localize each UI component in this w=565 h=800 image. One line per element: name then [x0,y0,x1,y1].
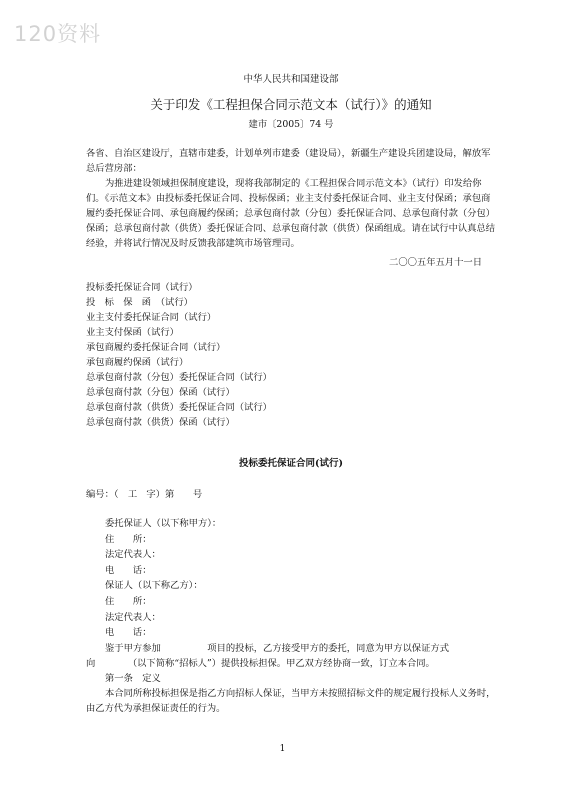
body-line: 本合同所称投标担保是指乙方向招标人保证，当甲方未按照招标文件的规定履行投标人义务时，由乙方代为承担保证责任的行为。 [86,687,496,714]
field-principal: 委托保证人（以下称甲方）： [105,518,222,529]
field-phone: 电 话： [105,627,152,639]
field-address: 住 所： [105,595,152,607]
list-item: 投 标 保 函 （试行） [86,297,193,308]
field-legal-rep: 法定代表人： [105,549,161,561]
field-guarantor: 保证人（以下称乙方）： [105,580,203,592]
doc-number: 建市〔2005〕74 号 [248,119,334,130]
list-item: 业主支付委托保证合同（试行） [86,312,217,323]
issuer: 中华人民共和国建设部 [243,74,339,85]
contract-title: 投标委托保证合同(试行) [239,458,343,469]
document-page [86,72,496,716]
field-phone: 电 话： [105,564,152,576]
contract-code: 编号：（ 工 字）第 号 [86,489,203,500]
list-item: 总承包商付款（供货）保函（试行） [86,417,235,428]
article-heading: 第一条 定义 [105,672,161,684]
field-address: 住 所： [105,533,152,545]
list-item: 承包商履约保函（试行） [86,357,189,368]
list-item: 总承包商付款（分包）委托保证合同（试行） [86,372,272,383]
contract-body [86,641,496,716]
party-fields [86,516,496,641]
field-legal-rep: 法定代表人： [105,611,161,623]
page-number: 1 [279,744,286,754]
watermark-logo: 120资料 [14,22,102,46]
list-item: 承包商履约委托保证合同（试行） [86,342,226,353]
notice-paragraph: 为推进建设领域担保制度建设，现将我部制定的《工程担保合同示范文本》（试行）印发给你们。《示范文本》由投标委托保证合同、投标保函；业主支付委托保证合同、业主支付保函；承包商履约委托保证合同、承包商履约保函；总承包商付款（分包）委托保证合同、总承包商付款（分包）保函；总承包商付款（供货）委托保证合同、总承包商付款（供货）保函组成。请在试行中认真总结经验，并将试行情况及时反馈我部建筑市场管理司。 [86,178,496,249]
attachment-list [86,280,496,430]
body-line: 鉴于甲方参加 项目的投标，乙方接受甲方的委托，同意为甲方以保证方式 [105,642,449,654]
list-item: 业主支付保函（试行） [86,327,179,338]
addressee: 各省、自治区建设厅，直辖市建委，计划单列市建委（建设局），新疆生产建设兵团建设局，解放军总后营房部： [86,148,491,174]
body-line: 向 （以下简称“招标人”）提供投标担保。甲乙双方经协商一致，订立本合同。 [86,657,435,669]
page-title: 关于印发《工程担保合同示范文本（试行）》的通知 [150,97,432,112]
list-item: 总承包商付款（分包）保函（试行） [86,387,235,398]
list-item: 投标委托保证合同（试行） [86,282,198,293]
issue-date: 二〇〇五年五月十一日 [389,257,482,268]
list-item: 总承包商付款（供货）委托保证合同（试行） [86,402,272,413]
